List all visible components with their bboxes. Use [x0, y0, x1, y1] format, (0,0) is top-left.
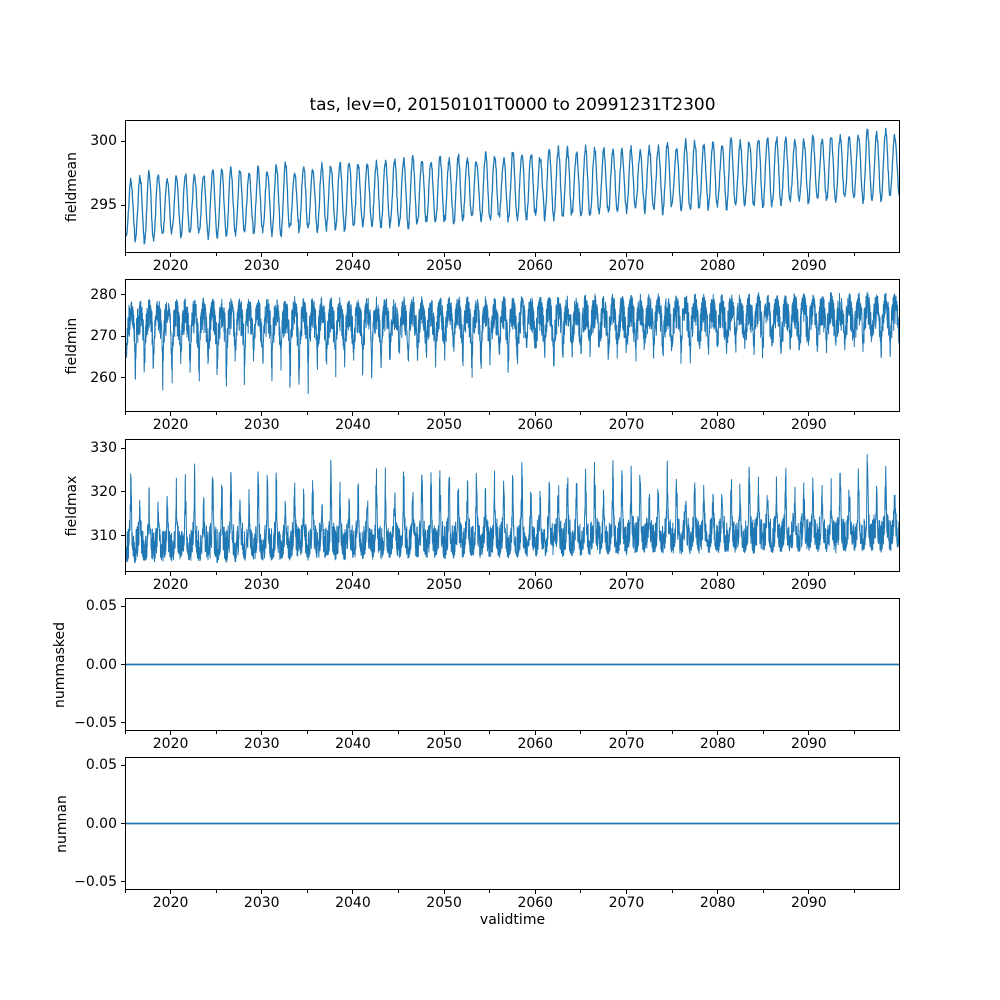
x-tick-label: 2060: [517, 736, 554, 752]
x-minor-tick: [216, 253, 217, 256]
y-tick-label: 0.00: [85, 815, 117, 832]
x-tick: [170, 412, 171, 416]
x-tick-label: 2040: [335, 577, 371, 593]
y-tick: [121, 664, 125, 665]
x-tick: [444, 253, 445, 257]
x-minor-tick: [672, 572, 673, 575]
x-tick-label: 2020: [152, 895, 189, 911]
x-tick: [352, 412, 353, 416]
y-axis-label-fieldmin: fieldmin: [64, 317, 80, 374]
x-tick-label: 2080: [699, 895, 736, 911]
x-minor-tick: [763, 731, 764, 734]
x-tick: [352, 731, 353, 735]
x-tick: [170, 572, 171, 576]
x-tick: [626, 253, 627, 257]
x-tick-label: 2090: [790, 258, 827, 274]
x-tick-label: 2090: [790, 736, 827, 752]
x-tick: [444, 412, 445, 416]
x-tick: [535, 572, 536, 576]
x-minor-tick: [125, 572, 126, 575]
x-tick: [808, 253, 809, 257]
y-tick: [121, 765, 125, 766]
x-tick-label: 2050: [426, 258, 462, 274]
series-fieldmin: [126, 292, 899, 393]
x-tick-label: 2020: [152, 417, 189, 433]
x-tick-label: 2050: [426, 895, 462, 911]
x-minor-tick: [216, 731, 217, 734]
y-tick: [121, 823, 125, 824]
x-minor-tick: [854, 572, 855, 575]
x-tick: [352, 890, 353, 894]
x-minor-tick: [854, 890, 855, 893]
axes-nummasked: [125, 598, 900, 731]
x-tick-label: 2090: [790, 577, 827, 593]
x-tick-label: 2020: [152, 736, 189, 752]
x-minor-tick: [489, 572, 490, 575]
x-minor-tick: [672, 412, 673, 415]
y-axis-label-nummasked: nummasked: [52, 621, 68, 708]
x-minor-tick: [763, 890, 764, 893]
x-tick: [626, 731, 627, 735]
x-tick: [535, 412, 536, 416]
y-tick-label: 260: [90, 369, 117, 386]
x-tick: [170, 731, 171, 735]
x-tick: [170, 890, 171, 894]
y-axis-label-numnan: numnan: [54, 794, 70, 853]
y-axis-label-fieldmean: fieldmean: [64, 151, 80, 222]
x-tick: [535, 731, 536, 735]
x-minor-tick: [307, 253, 308, 256]
x-minor-tick: [580, 731, 581, 734]
x-tick-label: 2050: [426, 577, 462, 593]
x-tick-label: 2050: [426, 736, 462, 752]
x-minor-tick: [125, 731, 126, 734]
y-tick-label: 320: [90, 483, 117, 500]
x-tick-label: 2080: [699, 577, 736, 593]
x-minor-tick: [125, 412, 126, 415]
x-tick: [444, 572, 445, 576]
x-tick-label: 2070: [608, 895, 645, 911]
x-minor-tick: [489, 253, 490, 256]
x-minor-tick: [489, 890, 490, 893]
x-tick-label: 2060: [517, 577, 554, 593]
x-tick: [808, 412, 809, 416]
y-tick-label: 0.05: [85, 598, 117, 615]
y-tick-label: 310: [90, 527, 117, 544]
x-tick: [352, 572, 353, 576]
x-minor-tick: [580, 572, 581, 575]
x-tick-label: 2030: [243, 417, 280, 433]
x-minor-tick: [307, 572, 308, 575]
x-tick: [261, 412, 262, 416]
x-tick-label: 2060: [517, 258, 554, 274]
x-tick-label: 2040: [335, 258, 371, 274]
axes-fieldmin: [125, 279, 900, 412]
x-minor-tick: [398, 890, 399, 893]
x-tick-label: 2050: [426, 417, 462, 433]
x-minor-tick: [307, 412, 308, 415]
y-tick: [121, 491, 125, 492]
y-tick: [121, 606, 125, 607]
line-fieldmax: [126, 440, 899, 571]
x-tick: [717, 572, 718, 576]
x-minor-tick: [580, 412, 581, 415]
x-tick-label: 2030: [243, 258, 280, 274]
x-tick-label: 2040: [335, 736, 371, 752]
x-minor-tick: [854, 253, 855, 256]
x-tick-label: 2070: [608, 577, 645, 593]
x-minor-tick: [672, 253, 673, 256]
x-minor-tick: [398, 731, 399, 734]
x-minor-tick: [854, 412, 855, 415]
y-axis-label-fieldmax: fieldmax: [64, 475, 80, 536]
y-tick-label: 0.05: [85, 757, 117, 774]
x-tick: [626, 412, 627, 416]
x-tick: [444, 890, 445, 894]
x-tick-label: 2060: [517, 417, 554, 433]
x-minor-tick: [489, 412, 490, 415]
x-tick: [444, 731, 445, 735]
x-tick: [717, 253, 718, 257]
y-tick: [121, 881, 125, 882]
x-minor-tick: [763, 412, 764, 415]
x-minor-tick: [489, 731, 490, 734]
line-fieldmin: [126, 280, 899, 411]
x-tick: [261, 253, 262, 257]
line-nummasked: [126, 599, 899, 730]
axes-fieldmax: [125, 439, 900, 572]
axes-numnan: [125, 757, 900, 890]
x-minor-tick: [763, 572, 764, 575]
x-minor-tick: [125, 890, 126, 893]
x-tick-label: 2080: [699, 258, 736, 274]
y-tick: [121, 294, 125, 295]
y-tick-label: 300: [90, 133, 117, 150]
y-tick: [121, 141, 125, 142]
x-tick-label: 2020: [152, 258, 189, 274]
x-minor-tick: [398, 572, 399, 575]
series-fieldmean: [126, 128, 899, 243]
x-tick-label: 2070: [608, 258, 645, 274]
x-tick-label: 2080: [699, 417, 736, 433]
x-tick: [261, 572, 262, 576]
x-tick-label: 2090: [790, 417, 827, 433]
x-minor-tick: [398, 253, 399, 256]
x-axis-label: validtime: [479, 912, 546, 928]
x-minor-tick: [125, 253, 126, 256]
x-tick-label: 2060: [517, 895, 554, 911]
x-tick-label: 2040: [335, 417, 371, 433]
x-minor-tick: [216, 572, 217, 575]
y-tick-label: 270: [90, 328, 117, 345]
x-minor-tick: [672, 890, 673, 893]
x-tick-label: 2070: [608, 417, 645, 433]
x-tick-label: 2070: [608, 736, 645, 752]
x-tick: [808, 731, 809, 735]
y-tick: [121, 377, 125, 378]
x-tick: [352, 253, 353, 257]
chart-title: tas, lev=0, 20150101T0000 to 20991231T2300: [309, 95, 716, 115]
x-minor-tick: [216, 412, 217, 415]
y-tick-label: 0.00: [85, 656, 117, 673]
x-tick-label: 2040: [335, 895, 371, 911]
x-tick: [626, 890, 627, 894]
x-tick: [626, 572, 627, 576]
line-fieldmean: [126, 121, 899, 252]
x-tick: [535, 890, 536, 894]
axes-fieldmean: [125, 120, 900, 253]
x-minor-tick: [398, 412, 399, 415]
series-fieldmax: [126, 454, 899, 562]
x-tick: [808, 572, 809, 576]
x-tick-label: 2030: [243, 577, 280, 593]
x-tick: [717, 731, 718, 735]
y-tick-label: 330: [90, 440, 117, 457]
x-tick: [535, 253, 536, 257]
y-tick: [121, 336, 125, 337]
x-tick-label: 2030: [243, 895, 280, 911]
line-numnan: [126, 758, 899, 889]
y-tick-label: 295: [90, 197, 117, 214]
y-tick: [121, 722, 125, 723]
x-minor-tick: [307, 890, 308, 893]
x-tick-label: 2090: [790, 895, 827, 911]
x-tick-label: 2080: [699, 736, 736, 752]
y-tick: [121, 205, 125, 206]
y-tick-label: −0.05: [74, 714, 117, 731]
x-minor-tick: [580, 253, 581, 256]
x-tick: [717, 412, 718, 416]
y-tick-label: 280: [90, 286, 117, 303]
x-tick: [261, 890, 262, 894]
x-minor-tick: [763, 253, 764, 256]
y-tick: [121, 535, 125, 536]
x-minor-tick: [672, 731, 673, 734]
x-minor-tick: [580, 890, 581, 893]
x-tick-label: 2020: [152, 577, 189, 593]
y-tick: [121, 448, 125, 449]
x-tick: [808, 890, 809, 894]
x-tick: [717, 890, 718, 894]
x-tick: [261, 731, 262, 735]
x-tick-label: 2030: [243, 736, 280, 752]
x-minor-tick: [307, 731, 308, 734]
x-minor-tick: [216, 890, 217, 893]
x-tick: [170, 253, 171, 257]
y-tick-label: −0.05: [74, 873, 117, 890]
x-minor-tick: [854, 731, 855, 734]
